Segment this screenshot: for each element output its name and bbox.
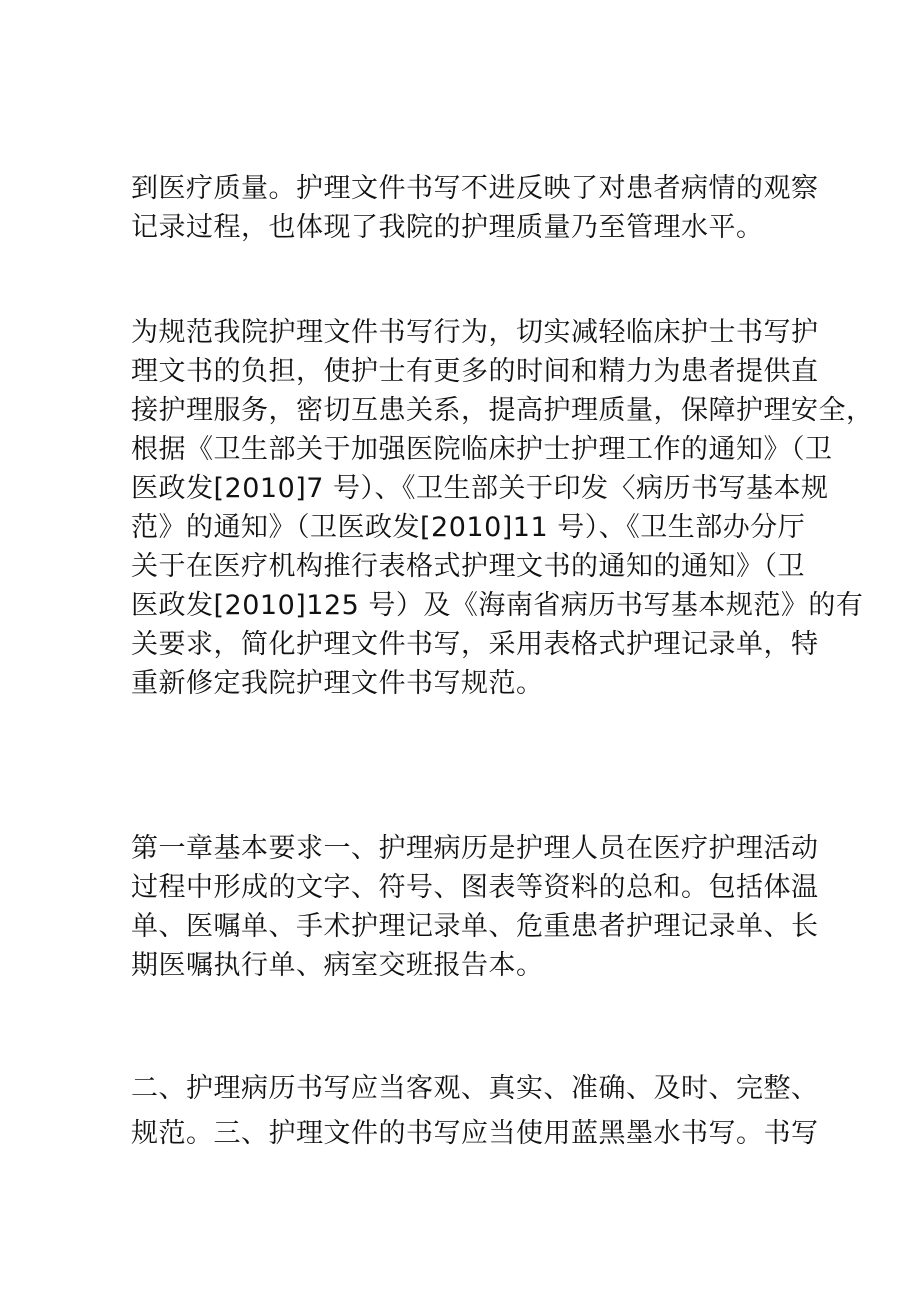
text-line: 到医疗质量。护理文件书写不进反映了对患者病情的观察 [131,173,819,204]
text-line: 理文书的负担，使护士有更多的时间和精力为患者提供直 [131,356,819,387]
text-line: 期医嘱执行单、病室交班报告本。 [131,950,544,981]
text-line: 关要求，简化护理文件书写，采用表格式护理记录单，特 [131,629,819,660]
text-line: 规范。三、护理文件的书写应当使用蓝黑墨水书写。书写 [131,1118,819,1149]
text-line: 医政发[2010]7 号）、《卫生部关于印发〈病历书写基本规 [131,473,829,504]
paragraph-2 [131,313,874,703]
text-line: 范》的通知》（卫医政发[2010]11 号）、《卫生部办分厅 [131,512,806,543]
paragraph-1 [131,169,819,247]
text-line: 单、医嘱单、手术护理记录单、危重患者护理记录单、长 [131,911,819,942]
text-line: 记录过程，也体现了我院的护理质量乃至管理水平。 [131,212,764,243]
text-line: 第一章基本要求一、护理病历是护理人员在医疗护理活动 [131,833,819,864]
text-line: 关于在医疗机构推行表格式护理文书的通知的通知》（卫 [131,551,805,582]
paragraph-4 [131,1066,819,1156]
text-line: 为规范我院护理文件书写行为，切实减轻临床护士书写护 [131,317,819,348]
text-line: 二、护理病历书写应当客观、真实、准确、及时、完整、 [131,1073,819,1104]
paragraph-3 [131,829,819,985]
text-line: 根据《卫生部关于加强医院临床护士护理工作的通知》（卫 [131,434,833,465]
text-line: 接护理服务，密切互患关系，提高护理质量，保障护理安全， [131,395,874,426]
text-line: 重新修定我院护理文件书写规范。 [131,668,544,699]
text-line: 医政发[2010]125 号）及《海南省病历书写基本规范》的有 [131,590,864,621]
text-line: 过程中形成的文字、符号、图表等资料的总和。包括体温 [131,872,819,903]
